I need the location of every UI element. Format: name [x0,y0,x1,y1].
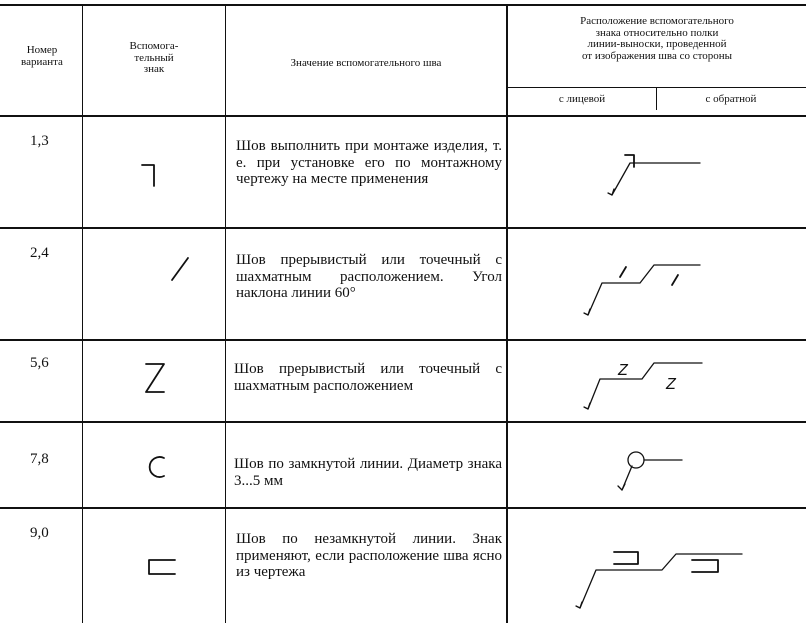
variant-number: 9,0 [30,525,49,541]
variant-number: 2,4 [30,245,49,261]
variant-number: 5,6 [30,355,49,371]
circle-symbol [142,452,172,482]
z-symbol [140,360,170,398]
z-sign-label: Z [666,376,676,393]
row-divider [0,507,806,509]
header-bottom-rule [0,115,806,117]
column-divider [225,4,226,623]
row-divider [0,339,806,341]
example-leader-front-back [572,540,762,615]
column-divider [82,4,83,623]
header-sub-divider [656,88,657,110]
seam-meaning: Шов по незамкнутой линии. Знак применяют, если расположение шва ясно из чертежа [236,531,502,580]
slash-symbol [168,254,194,284]
header-front-side: с лицевой [558,93,606,105]
variant-number: 1,3 [30,133,49,149]
header-sign-position: Расположение вспомогательного знака относительно полки линии-выноски, проведенной от изображения шва со стороны [580,15,734,62]
row-divider [0,421,806,423]
seam-meaning: Шов по замкнутой линии. Диаметр знака 3...5 мм [234,456,502,489]
header-auxiliary-sign: Вспомога- тельный знак [129,40,179,76]
seam-meaning: Шов прерывистый или точечный с шахматным расположением [234,361,502,394]
column-divider [506,4,508,623]
seam-meaning: Шов выполнить при монтаже изделия, т. е. при установке его по монтажному чертежу на месте применения [236,138,502,187]
table-top-border [0,4,806,6]
example-leader-closed-seam [612,442,692,497]
z-sign-label: Z [618,362,628,379]
seam-meaning: Шов прерывистый или точечный с шахматным расположением. Угол наклона линии 60° [236,252,502,301]
row-divider [0,227,806,229]
example-leader-front-back [580,255,710,325]
open-bracket-symbol [145,557,181,579]
header-seam-meaning: Значение вспомогательного шва [290,57,442,69]
example-leader-front-back [580,355,710,415]
header-back-side: с обратной [705,93,757,105]
mounting-corner-symbol [140,160,170,190]
variant-number: 7,8 [30,451,49,467]
header-variant-number: Номер варианта [21,44,63,68]
example-leader-front [600,145,710,205]
